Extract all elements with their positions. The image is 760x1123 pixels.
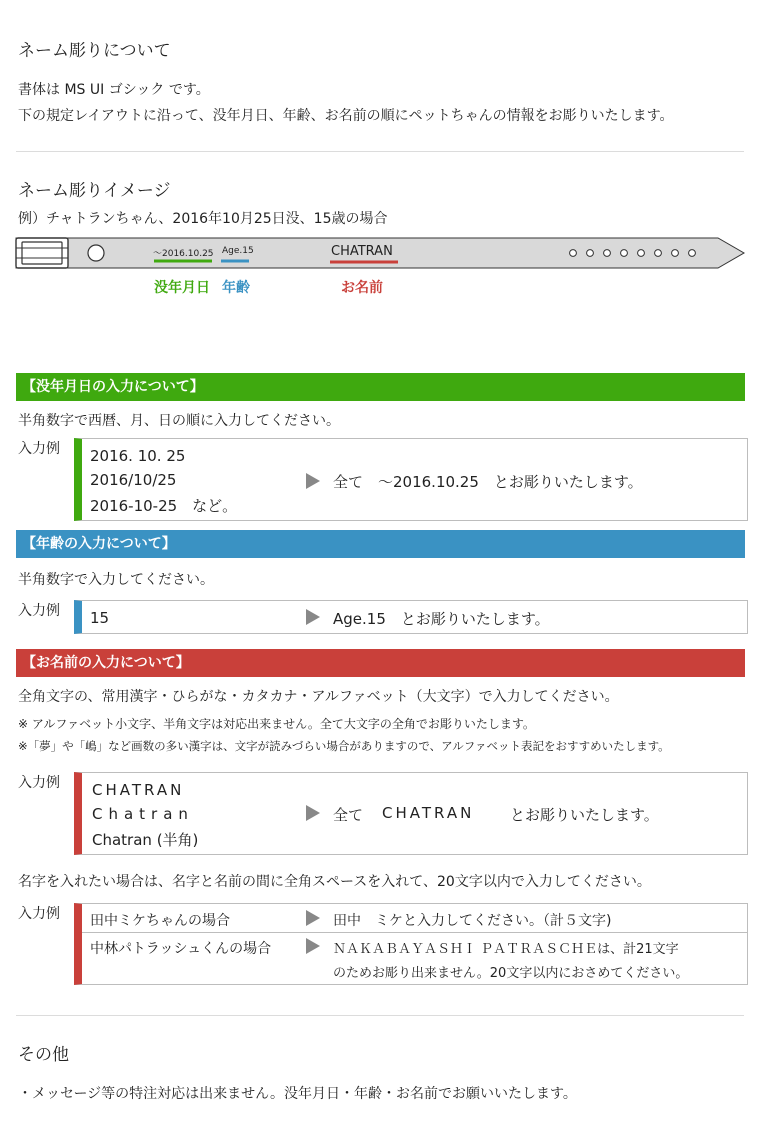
age-example-label: 入力例	[18, 603, 60, 619]
surname-result-1: 田中 ミケと入力してください。（計５文字)	[333, 913, 612, 929]
label-age: 年齢	[222, 280, 250, 296]
name-result-name: CHATRAN	[382, 804, 475, 822]
divider	[16, 151, 744, 152]
surname-result-2a: ＮＡＫＡＢＡＹＡＳＨＩ ＰＡＴＲＡＳＣＨＥは、計21文字	[333, 942, 679, 957]
other-line: ・メッセージ等の特注対応は出来ません。没年月日・年齢・お名前でお願いいたします。	[18, 1086, 577, 1102]
image-section-title: ネーム彫りイメージ	[18, 181, 171, 201]
surname-result-2b: のためお彫り出来ません。20文字以内におさめてください。	[333, 966, 689, 981]
belt-date-text: ～2016.10.25	[153, 249, 214, 259]
label-name: お名前	[341, 280, 383, 296]
intro-layout-note: 下の規定レイアウトに沿って、没年月日、年齢、お名前の順にペットちゃんの情報をお彫りいたします。	[18, 108, 674, 124]
name-example-label: 入力例	[18, 775, 60, 791]
name-example-box	[74, 772, 748, 855]
date-section-header: 【没年月日の入力について】	[16, 373, 745, 401]
date-section-desc: 半角数字で西暦、月、日の順に入力してください。	[18, 413, 340, 429]
surname-case-1: 田中ミケちゃんの場合	[90, 913, 230, 929]
age-example-box	[74, 600, 748, 634]
surname-desc: 名字を入れたい場合は、名字と名前の間に全角スペースを入れて、20文字以内で入力してください。	[18, 874, 651, 890]
name-note-1: ※ アルファベット小文字、半角文字は対応出来ません。全て大文字の全角でお彫りいたします。	[18, 717, 535, 731]
date-example-line: 2016. 10. 25	[90, 447, 186, 465]
date-example-label: 入力例	[18, 441, 60, 457]
arrow-right-icon	[306, 473, 320, 489]
age-section-header: 【年齢の入力について】	[16, 530, 745, 558]
name-section-header: 【お名前の入力について】	[16, 649, 745, 677]
image-section-example: 例）チャトランちゃん、2016年10月25日没、15歳の場合	[18, 211, 388, 227]
divider	[16, 1015, 744, 1016]
name-result-suffix: とお彫りいたします。	[510, 806, 659, 824]
age-example-line: 15	[90, 609, 110, 627]
name-section-desc: 全角文字の、常用漢字・ひらがな・カタカナ・アルファベット（大文字）で入力してください。	[18, 689, 619, 705]
other-title: その他	[18, 1045, 69, 1065]
age-result: Age.15 とお彫りいたします。	[333, 610, 550, 628]
intro-title: ネーム彫りについて	[18, 41, 171, 61]
date-result: 全て ～2016.10.25 とお彫りいたします。	[333, 473, 643, 491]
name-example-line: CHATRAN	[92, 781, 185, 799]
arrow-right-icon	[306, 609, 320, 625]
arrow-right-icon	[306, 805, 320, 821]
date-example-box	[74, 438, 748, 521]
belt-age-text: Age.15	[222, 246, 254, 256]
rivet-circle	[88, 245, 104, 261]
age-section-desc: 半角数字で入力してください。	[18, 572, 214, 588]
arrow-right-icon	[306, 938, 320, 954]
name-example-line: Chatran (半角)	[92, 831, 199, 849]
surname-case-2: 中林パトラッシュくんの場合	[90, 941, 272, 957]
date-example-line: 2016-10-25 など。	[90, 497, 238, 515]
label-date: 没年月日	[154, 280, 210, 296]
surname-example-label: 入力例	[18, 906, 60, 922]
belt-name-text: CHATRAN	[331, 244, 393, 259]
row-divider	[82, 932, 748, 933]
intro-font-note: 書体は MS UI ゴシック です。	[18, 82, 210, 98]
name-note-2: ※「夢」や「嶋」など画数の多い漢字は、文字が読みづらい場合がありますので、アルファベット表記をおすすめいたします。	[18, 739, 670, 753]
date-example-line: 2016/10/25	[90, 471, 177, 489]
name-example-line: Chatran	[92, 805, 194, 823]
surname-example-box	[74, 903, 748, 985]
name-result-prefix: 全て	[333, 806, 364, 824]
arrow-right-icon	[306, 910, 320, 926]
